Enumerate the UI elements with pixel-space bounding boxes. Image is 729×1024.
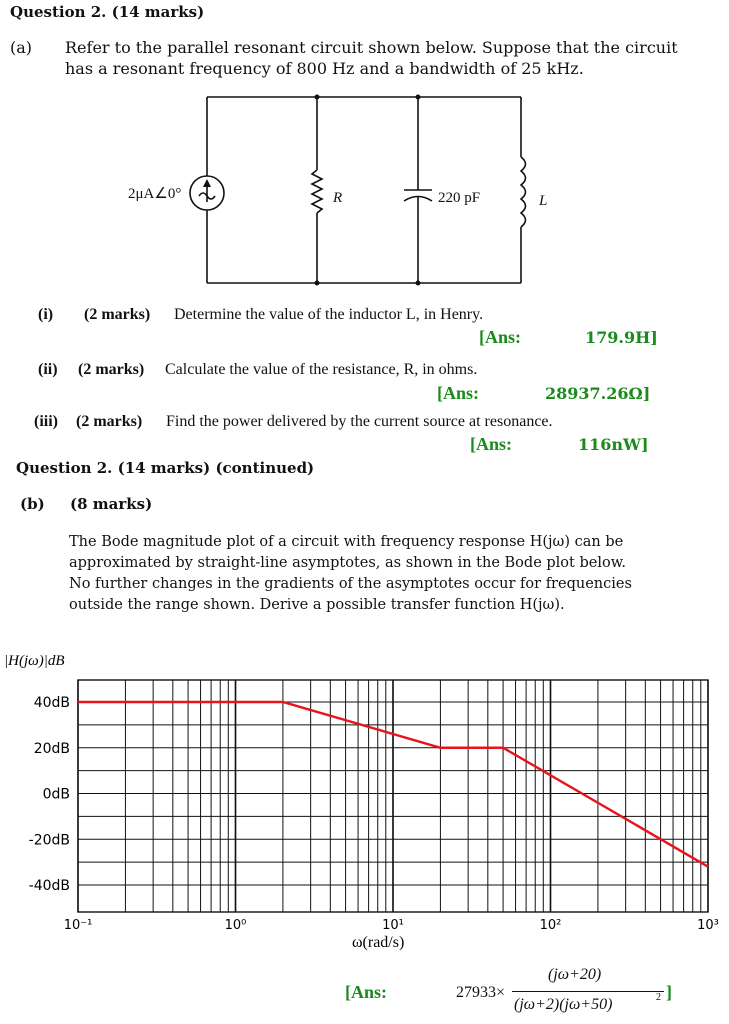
x-tick-label: 10² bbox=[539, 918, 562, 933]
part-a-text-line2: has a resonant frequency of 800 Hz and a bandwidth of 25 kHz. bbox=[65, 59, 584, 78]
sub-iii-ans-label: [Ans: bbox=[470, 434, 513, 454]
question-title: Question 2. (14 marks) bbox=[10, 3, 205, 21]
sub-i-text: Determine the value of the inductor L, in Henry. bbox=[174, 306, 484, 323]
final-ans-label: [Ans: bbox=[345, 982, 388, 1002]
final-denominator: (jω+2)(jω+50) bbox=[514, 996, 613, 1013]
y-tick-label: -20dB bbox=[28, 832, 70, 849]
final-exponent: 2 bbox=[656, 992, 661, 1003]
inductor-label: L bbox=[539, 193, 548, 209]
sub-iii-text: Find the power delivered by the current source at resonance. bbox=[166, 413, 553, 430]
final-coefficient: 27933× bbox=[456, 984, 506, 1001]
final-numerator: (jω+20) bbox=[548, 966, 602, 983]
sub-ii-ans-value: 28937.26Ω] bbox=[545, 384, 651, 403]
arrow-up-icon bbox=[203, 179, 211, 187]
part-b-line-3: No further changes in the gradients of the asymptotes occur for frequencies bbox=[69, 576, 632, 592]
fraction-bar bbox=[512, 991, 664, 992]
part-b-line-2: approximated by straight-line asymptotes, as shown in the Bode plot below. bbox=[69, 555, 627, 571]
sub-i-marks: (2 marks) bbox=[84, 306, 151, 323]
sub-i-number: (i) bbox=[38, 306, 54, 323]
x-tick-label: 10⁻¹ bbox=[63, 918, 93, 933]
y-tick-label: -40dB bbox=[28, 878, 70, 894]
sub-iii-ans-value: 116nW] bbox=[578, 435, 649, 454]
part-b-line-4: outside the range shown. Derive a possible transfer function H(jω). bbox=[69, 597, 565, 613]
part-a-text-line1: Refer to the parallel resonant circuit shown below. Suppose that the circuit bbox=[65, 38, 678, 57]
sub-iii-number: (iii) bbox=[34, 413, 58, 430]
y-tick-label: 20dB bbox=[33, 740, 70, 757]
part-b-line-1: The Bode magnitude plot of a circuit with frequency response H(jω) can be bbox=[69, 534, 624, 550]
bode-grid bbox=[78, 680, 708, 912]
sub-ii-number: (ii) bbox=[38, 361, 58, 378]
bode-plot bbox=[0, 640, 729, 960]
x-tick-label: 10¹ bbox=[382, 918, 404, 933]
sub-iii-marks: (2 marks) bbox=[76, 413, 143, 430]
sub-ii-text: Calculate the value of the resistance, R, in ohms. bbox=[165, 361, 478, 378]
final-close-bracket: ] bbox=[666, 982, 672, 1002]
continued-title: Question 2. (14 marks) (continued) bbox=[16, 459, 315, 477]
part-a-label: (a) bbox=[10, 38, 33, 57]
x-tick-label: 10³ bbox=[697, 918, 719, 933]
y-axis-label: |H(jω)|dB bbox=[4, 653, 65, 669]
sub-i-ans-value: 179.9H] bbox=[585, 328, 658, 347]
x-axis-label: ω(rad/s) bbox=[352, 934, 405, 951]
y-tick-label: 40dB bbox=[33, 695, 70, 711]
sub-ii-marks: (2 marks) bbox=[78, 361, 145, 378]
sub-i-ans-label: [Ans: bbox=[479, 327, 522, 347]
y-tick-label: 0dB bbox=[42, 786, 70, 803]
capacitor-label: 220 pF bbox=[438, 190, 481, 206]
resistor-label: R bbox=[333, 190, 343, 206]
part-b-marks: (8 marks) bbox=[70, 495, 153, 513]
source-label: 2μA∠0° bbox=[128, 186, 182, 202]
part-b-label: (b) bbox=[20, 495, 45, 513]
circuit-diagram bbox=[0, 0, 729, 300]
x-tick-label: 10⁰ bbox=[224, 918, 247, 933]
sub-ii-ans-label: [Ans: bbox=[437, 383, 480, 403]
bode-y-tick-labels bbox=[29, 695, 70, 894]
bode-x-tick-labels bbox=[64, 918, 719, 933]
